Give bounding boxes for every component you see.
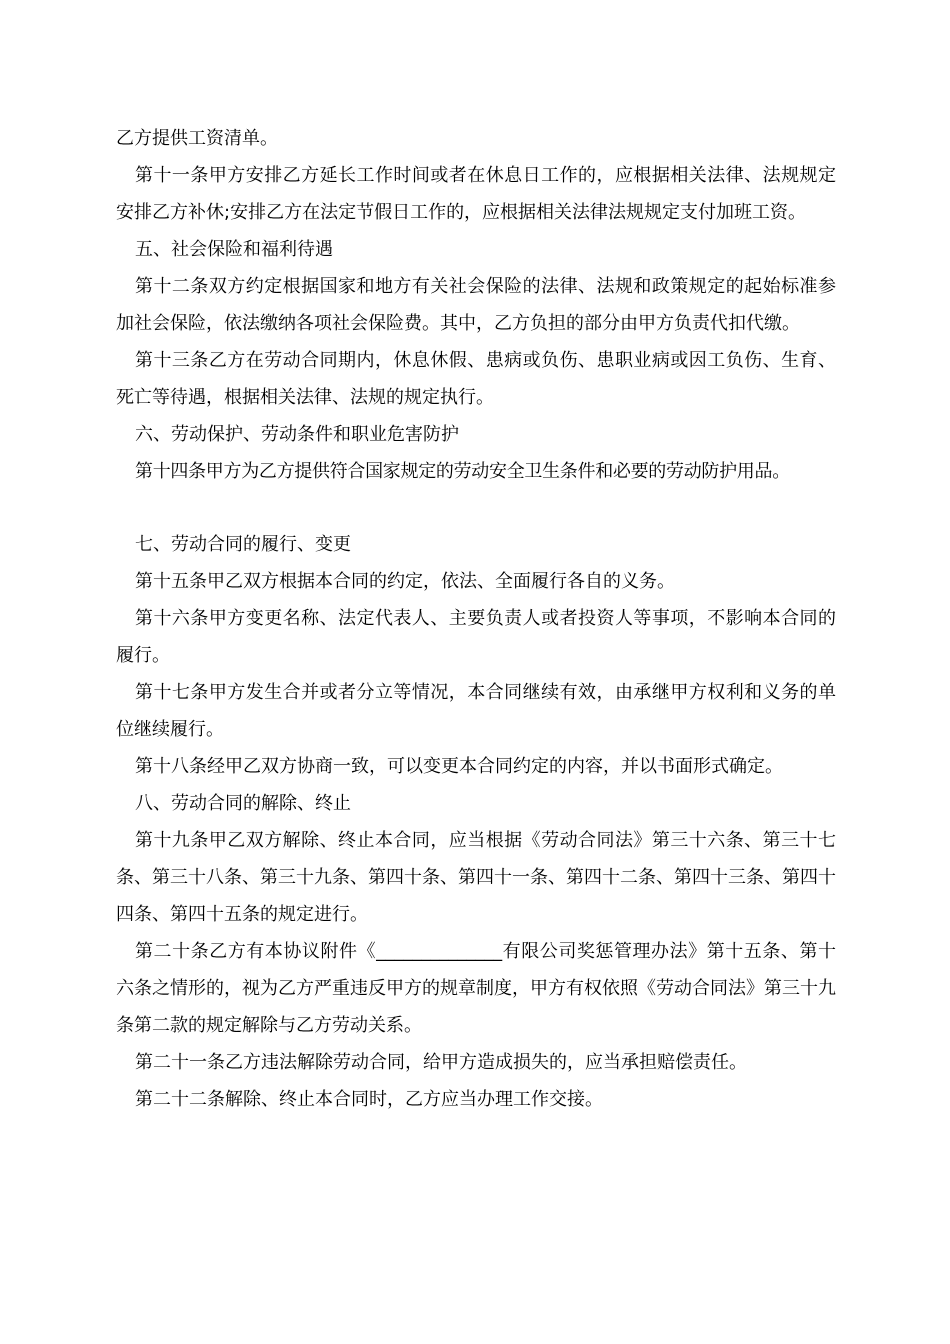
article-12: 第十二条双方约定根据国家和地方有关社会保险的法律、法规和政策规定的起始标准参加社会保险，依法缴纳各项社会保险费。其中，乙方负担的部分由甲方负责代扣代缴。 — [116, 276, 836, 334]
article-21: 第二十一条乙方违法解除劳动合同，给甲方造成损失的，应当承担赔偿责任。 — [135, 1052, 747, 1073]
article-11: 第十一条甲方安排乙方延长工作时间或者在休息日工作的，应根据相关法律、法规规定安排乙方补休;安排乙方在法定节假日工作的，应根据相关法律法规规定支付加班工资。 — [116, 165, 836, 223]
article-14: 第十四条甲方为乙方提供符合国家规定的劳动安全卫生条件和必要的劳动防护用品。 — [135, 461, 790, 482]
blank-line — [116, 490, 836, 526]
article-19: 第十九条甲乙双方解除、终止本合同，应当根据《劳动合同法》第三十六条、第三十七条、第三十八条、第三十九条、第四十条、第四十一条、第四十二条、第四十三条、第四十四条、第四十五条的规定进行。 — [116, 830, 836, 925]
article-15: 第十五条甲乙双方根据本合同的约定，依法、全面履行各自的义务。 — [135, 571, 675, 592]
section-heading-7: 七、劳动合同的履行、变更 — [135, 534, 351, 555]
article-18: 第十八条经甲乙双方协商一致，可以变更本合同约定的内容，并以书面形式确定。 — [135, 756, 783, 777]
article-13: 第十三条乙方在劳动合同期内，休息休假、患病或负伤、患职业病或因工负伤、生育、死亡等待遇，根据相关法律、法规的规定执行。 — [116, 350, 836, 408]
document-body — [116, 120, 836, 1118]
article-16: 第十六条甲方变更名称、法定代表人、主要负责人或者投资人等事项，不影响本合同的履行。 — [116, 608, 836, 666]
section-heading-8: 八、劳动合同的解除、终止 — [135, 793, 351, 814]
article-20: 第二十条乙方有本协议附件《______________有限公司奖惩管理办法》第十五条、第十六条之情形的，视为乙方严重违反甲方的规章制度，甲方有权依照《劳动合同法》第三十九条第二款的规定解除与乙方劳动关系。 — [116, 941, 836, 1036]
section-heading-5: 五、社会保险和福利待遇 — [135, 239, 333, 260]
paragraph-continuation: 乙方提供工资清单。 — [116, 128, 278, 149]
article-17: 第十七条甲方发生合并或者分立等情况，本合同继续有效，由承继甲方权利和义务的单位继续履行。 — [116, 682, 836, 740]
section-heading-6: 六、劳动保护、劳动条件和职业危害防护 — [135, 424, 459, 445]
article-22: 第二十二条解除、终止本合同时，乙方应当办理工作交接。 — [135, 1089, 603, 1110]
